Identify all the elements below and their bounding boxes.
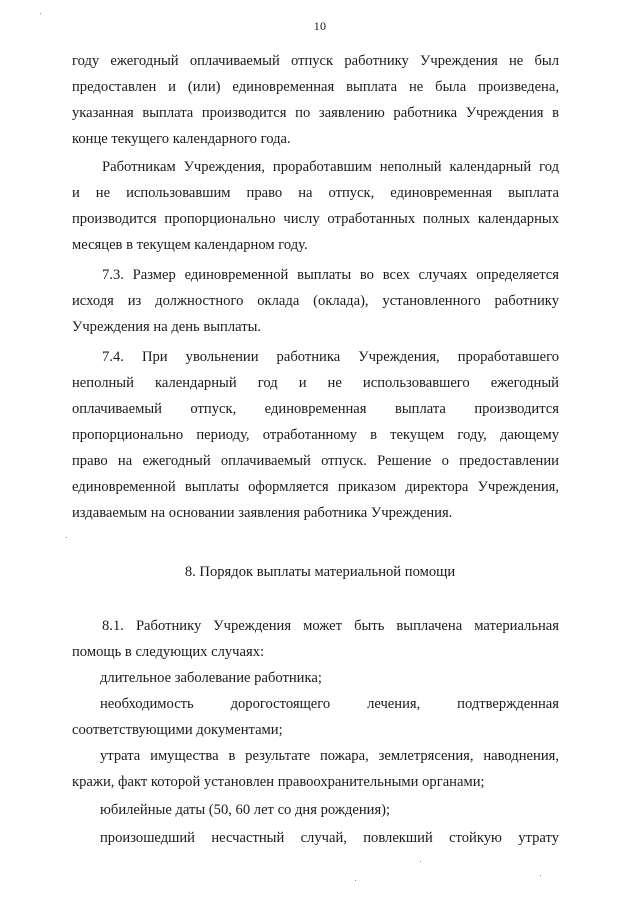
text-line: 7.3. Размер единовременной выплаты во всех случаях определяется bbox=[102, 267, 559, 283]
text-line: соответствующими документами; bbox=[72, 722, 283, 738]
text-line: издаваемым на основании заявления работника Учреждения. bbox=[72, 505, 453, 521]
paragraph-7-4 bbox=[72, 344, 559, 526]
text-line: конце текущего календарного года. bbox=[72, 131, 291, 147]
text-line: исходя из должностного оклада (оклада), установленного работнику bbox=[72, 293, 559, 309]
paragraph-partial-year-workers bbox=[72, 154, 559, 258]
text-line: производится пропорционально числу отработанных полных календарных bbox=[72, 211, 559, 227]
text-line: Учреждения на день выплаты. bbox=[72, 319, 262, 335]
text-line: неполный календарный год и не использовавшего ежегодный bbox=[72, 375, 559, 391]
text-line: пропорционально периоду, отработанному в текущем году, дающему bbox=[72, 427, 559, 443]
text-line: длительное заболевание работника; bbox=[100, 670, 322, 686]
text-line: юбилейные даты (50, 60 лет со дня рождения); bbox=[100, 802, 391, 818]
text-line: месяцев в текущем календарном году. bbox=[72, 237, 308, 253]
text-line: единовременной выплаты оформляется приказом директора Учреждения, bbox=[72, 479, 559, 495]
text-line: предоставлен и (или) единовременная выплата не была произведена, bbox=[72, 79, 559, 95]
list-item-property-loss bbox=[72, 743, 559, 795]
list-item-accident bbox=[72, 825, 559, 851]
text-line: и не использовавшим право на отпуск, единовременная выплата bbox=[72, 185, 559, 201]
scan-speck bbox=[355, 880, 356, 881]
text-line: оплачиваемый отпуск, единовременная выплата производится bbox=[72, 401, 559, 417]
list-item-anniversary bbox=[72, 797, 559, 823]
text-line: кражи, факт которой установлен правоохранительными органами; bbox=[72, 774, 485, 790]
text-line: помощь в следующих случаях: bbox=[72, 644, 265, 660]
text-line: произошедший несчастный случай, повлекший стойкую утрату bbox=[100, 830, 559, 846]
text-line: утрата имущества в результате пожара, землетрясения, наводнения, bbox=[100, 748, 559, 764]
list-item-treatment bbox=[72, 691, 559, 743]
section-heading: 8. Порядок выплаты материальной помощи bbox=[184, 564, 456, 580]
page-number: 10 bbox=[313, 19, 327, 33]
text-line: Работникам Учреждения, проработавшим неполный календарный год bbox=[102, 159, 559, 175]
text-line: 8.1. Работнику Учреждения может быть выплачена материальная bbox=[102, 618, 559, 634]
text-line: указанная выплата производится по заявлению работника Учреждения в bbox=[72, 105, 559, 121]
scan-speck bbox=[40, 13, 41, 14]
scan-speck bbox=[420, 861, 421, 862]
text-line: необходимость дорогостоящего лечения, подтвержденная bbox=[100, 696, 559, 712]
scan-speck bbox=[540, 875, 541, 876]
scan-speck bbox=[66, 537, 67, 538]
paragraph-continuation bbox=[72, 48, 559, 152]
paragraph-8-1 bbox=[72, 613, 559, 665]
text-line: 7.4. При увольнении работника Учреждения, проработавшего bbox=[102, 349, 559, 365]
paragraph-7-3 bbox=[72, 262, 559, 340]
text-line: право на ежегодный оплачиваемый отпуск. Решение о предоставлении bbox=[72, 453, 559, 469]
text-line: году ежегодный оплачиваемый отпуск работнику Учреждения не был bbox=[72, 53, 559, 69]
list-item-illness bbox=[72, 665, 559, 691]
